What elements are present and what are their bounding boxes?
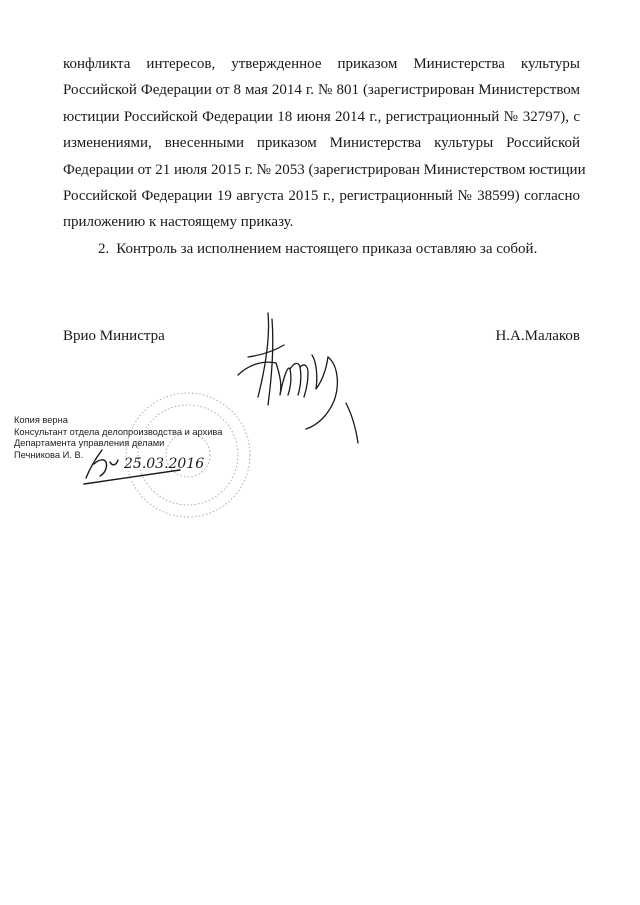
signer-position: Врио Министра [63, 328, 165, 344]
paragraph-1-line: конфликта интересов, утвержденное приказом Министерства культуры [63, 56, 580, 72]
handwritten-date: 25.03.2016 [124, 456, 205, 472]
list-item-number: 2. [98, 240, 110, 257]
list-item-text: Контроль за исполнением настоящего приказа оставляю за собой. [116, 240, 538, 257]
copy-line: Печникова И. В. [14, 449, 84, 460]
paragraph-1 [63, 51, 586, 236]
copy-line: Департамента управления делами [14, 438, 165, 448]
paragraph-1-line: изменениями, внесенными приказом Министерства культуры Российской [63, 135, 580, 152]
paragraph-1-line: Российской Федерации от 8 мая 2014 г. № 801 (зарегистрирован Министерством [63, 82, 580, 99]
signer-name: Н.А.Малаков [495, 328, 580, 344]
paragraph-1-line: Федерации от 21 июля 2015 г. № 2053 (зарегистрирован Министерством юстиции [63, 161, 586, 178]
copy-line: Копия верна [14, 415, 68, 425]
handwritten-certification [80, 440, 240, 490]
order-body-text [63, 51, 586, 262]
paragraph-1-line: юстиции Российской Федерации 18 июня 2014 г., регистрационный № 32797), с [63, 108, 580, 125]
paragraph-1-line: Российской Федерации 19 августа 2015 г., регистрационный № 38599) согласно [63, 188, 580, 205]
copy-line: Консультант отдела делопроизводства и архива [14, 426, 223, 437]
paragraph-1-line: приложению к настоящему приказу. [63, 214, 294, 231]
list-item-2 [63, 236, 580, 262]
